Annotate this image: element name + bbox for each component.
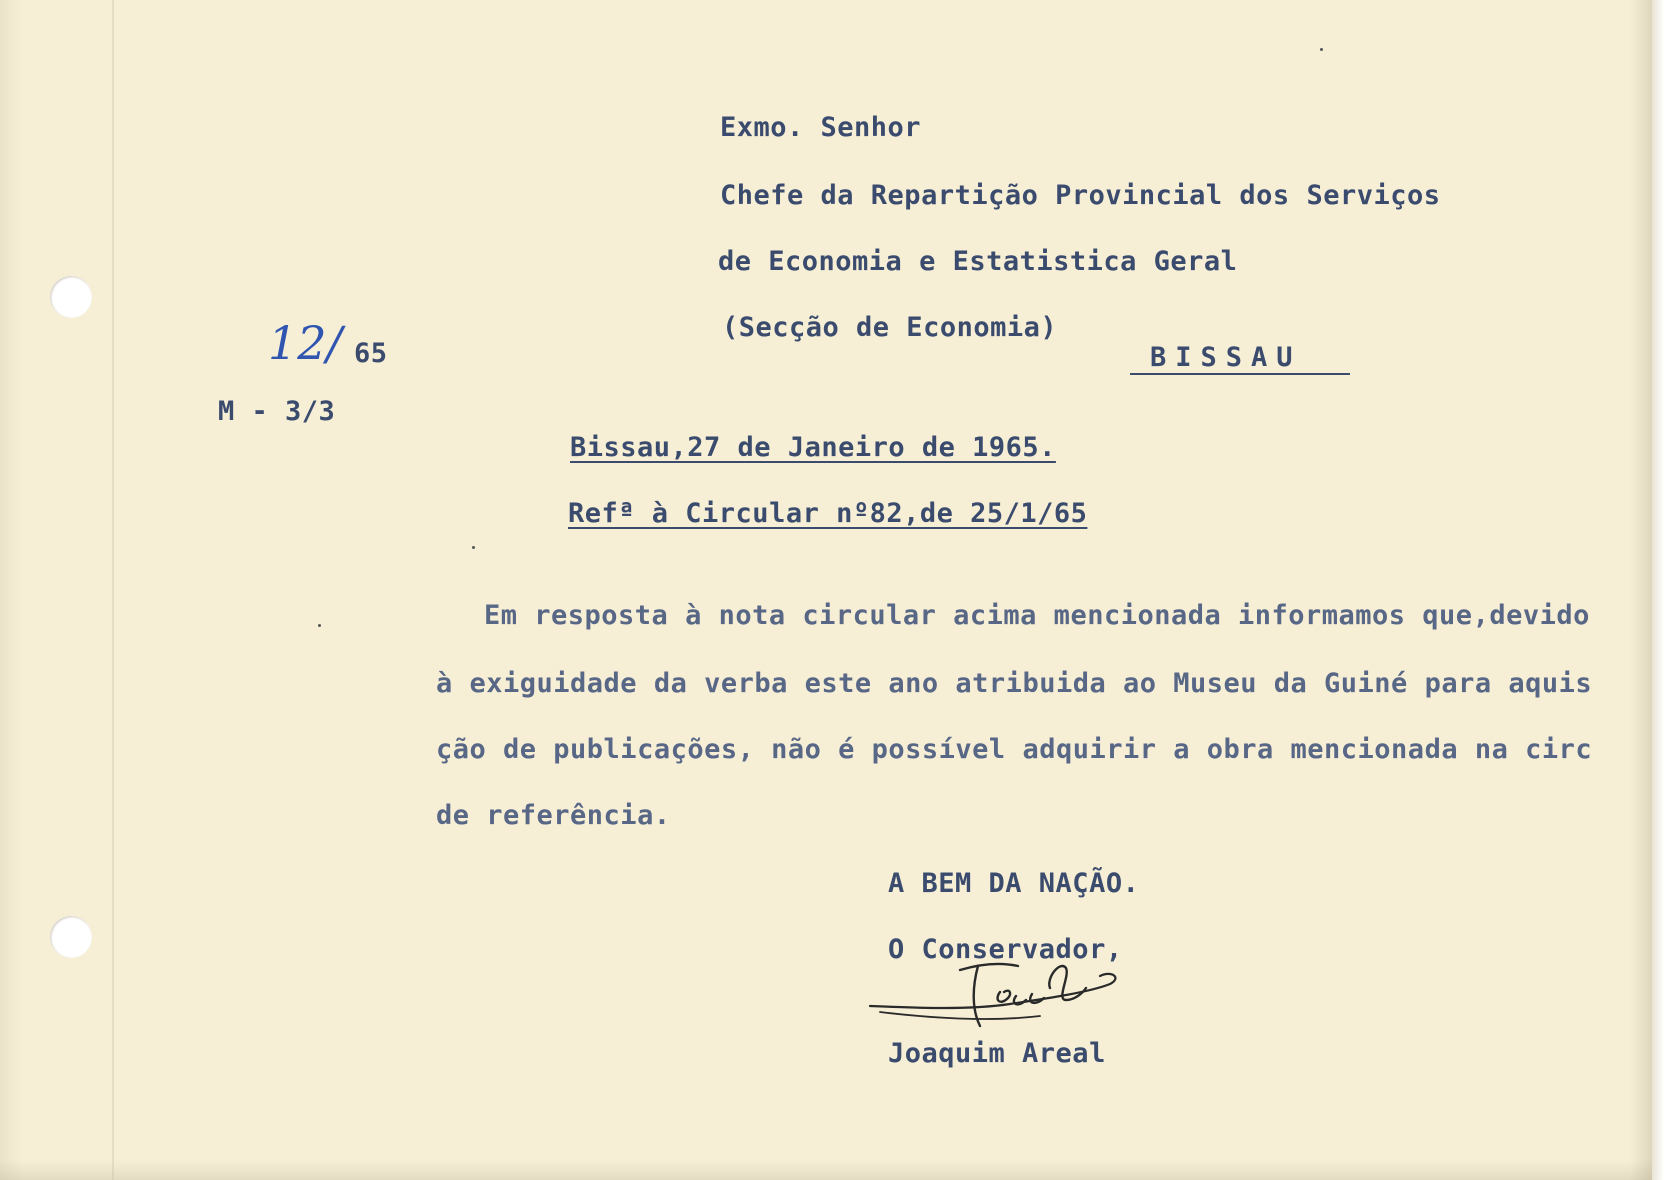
closing-motto: A BEM DA NAÇÃO. [888,868,1140,899]
body-line-4: de referência. [436,800,671,831]
ink-speck [1320,48,1323,51]
ink-speck [318,624,321,627]
addressee-city: BISSAU [1150,342,1302,373]
addressee-line-2: de Economia e Estatistica Geral [718,246,1238,277]
closing-title: O Conservador, [888,934,1123,965]
salutation: Exmo. Senhor [720,112,922,143]
ink-speck [472,546,475,549]
city-underline [1130,373,1350,375]
page-edge [1652,0,1664,1180]
addressee-line-3: (Secção de Economia) [722,312,1058,343]
date-line: Bissau,27 de Janeiro de 1965. [570,432,1056,463]
circular-reference: Refª à Circular nº82,de 25/1/65 [568,498,1088,529]
body-line-2: à exiguidade da verba este ano atribuida ao Museu da Guiné para aquis [436,668,1593,699]
punch-hole-top [50,276,92,318]
addressee-line-1: Chefe da Repartição Provincial dos Serviços [720,180,1441,211]
reference-number-typed: 65 [354,338,388,369]
punch-hole-bottom [50,916,92,958]
reference-number-handwritten: 12/ [268,316,343,370]
reference-code: M - 3/3 [218,396,336,427]
signatory-name: Joaquim Areal [888,1038,1106,1069]
body-line-3: ção de publicações, não é possível adquirir a obra mencionada na circ [436,734,1593,765]
fold-line [112,0,114,1180]
body-line-1: Em resposta à nota circular acima mencionada informamos que,devido [484,600,1590,631]
